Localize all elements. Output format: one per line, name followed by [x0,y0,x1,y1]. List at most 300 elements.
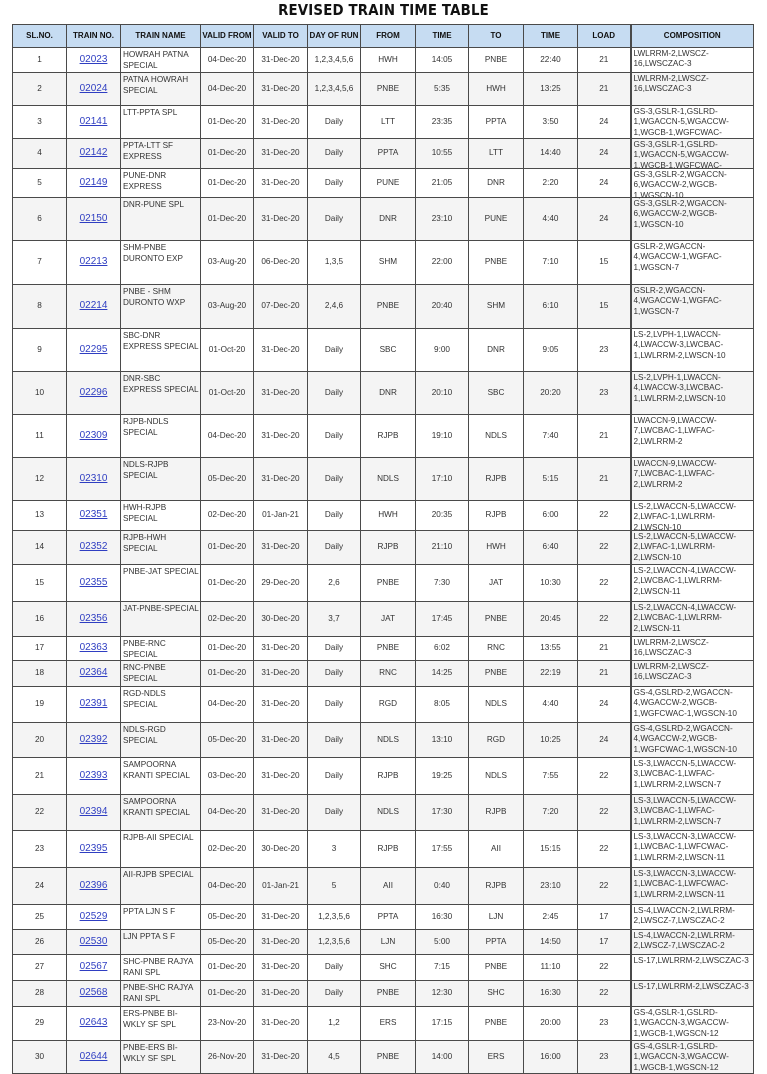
departure-time-cell: 14:00 [416,1041,469,1074]
sl-no-cell: 21 [13,758,67,795]
table-row [13,565,754,602]
load-cell: 21 [578,73,631,106]
load-cell: 15 [578,241,631,285]
load-cell: 23 [578,329,631,372]
valid-to-cell: 31-Dec-20 [254,106,308,139]
valid-from-cell: 01-Oct-20 [201,372,254,415]
valid-from-cell: 01-Dec-20 [201,531,254,565]
from-station-cell: JAT [361,602,416,637]
day-of-run-cell: Daily [308,169,361,198]
composition-cell [631,687,754,723]
composition-text: GS-4,GSLR-1,GSLRD-1,WGACCN-3,WGACCW-1,WGCB-1,WGSCN-12 [633,1042,729,1072]
train-name-text: SAMPOORNA KRANTI SPECIAL [123,797,190,817]
train-name-text: PNBE-RNC SPECIAL [123,639,166,659]
valid-to-cell: 31-Dec-20 [254,458,308,501]
day-of-run-cell: 1,2,3,4,5,6 [308,48,361,73]
from-station-cell: RJPB [361,831,416,868]
sl-no-cell: 7 [13,241,67,285]
to-station-cell: SHM [469,285,524,329]
from-station-cell: AII [361,868,416,905]
load-cell: 22 [578,795,631,831]
train-number-link[interactable]: 02295 [79,343,108,355]
table-row [13,329,754,372]
valid-from-cell: 05-Dec-20 [201,723,254,758]
table-row [13,48,754,73]
train-number-link[interactable]: 02024 [79,82,108,94]
arrival-time-cell: 2:45 [524,905,578,930]
composition-text: LS-4,LWACCN-2,LWLRRM-2,LWSCZ-7,LWSCZAC-2 [633,906,735,926]
train-number-link[interactable]: 02529 [79,910,108,922]
table-row [13,198,754,241]
train-number-link[interactable]: 02356 [79,612,108,624]
departure-time-cell: 19:10 [416,415,469,458]
composition-cell [631,930,754,955]
sl-no-cell: 24 [13,868,67,905]
from-station-cell: ERS [361,1007,416,1041]
train-no-cell [67,565,121,602]
train-no-cell [67,531,121,565]
train-no-cell [67,1041,121,1074]
to-station-cell: LTT [469,139,524,169]
valid-to-cell: 29-Dec-20 [254,565,308,602]
valid-to-cell: 31-Dec-20 [254,169,308,198]
train-number-link[interactable]: 02530 [79,935,108,947]
train-no-cell [67,795,121,831]
composition-text: LWACCN-9,LWACCW-7,LWCBAC-1,LWFAC-2,LWLRRM-2 [633,459,717,489]
table-row [13,637,754,661]
train-no-cell [67,139,121,169]
day-of-run-cell: Daily [308,981,361,1007]
to-station-cell: SBC [469,372,524,415]
train-name-cell [121,372,201,415]
load-cell: 24 [578,687,631,723]
train-name-cell [121,329,201,372]
sl-no-cell: 13 [13,501,67,531]
train-number-link[interactable]: 02142 [79,147,108,159]
train-name-cell [121,415,201,458]
sl-no-cell: 17 [13,637,67,661]
train-number-link[interactable]: 02394 [79,806,108,818]
valid-from-cell: 02-Dec-20 [201,501,254,531]
from-station-cell: NDLS [361,458,416,501]
table-row [13,905,754,930]
train-name-cell [121,602,201,637]
arrival-time-cell: 2:20 [524,169,578,198]
load-cell: 22 [578,831,631,868]
train-name-text: PPTA-LTT SF EXPRESS [123,141,174,161]
train-number-link[interactable]: 02395 [79,842,108,854]
to-station-cell: PNBE [469,661,524,687]
col-header-composition: COMPOSITION [631,25,754,48]
composition-text: LS-2,LWACCN-5,LWACCW-2,LWFAC-1,LWLRRM-2,LWSCN-10 [633,532,737,562]
arrival-time-cell: 6:10 [524,285,578,329]
composition-text: GS-4,GSLRD-2,WGACCN-4,WGACCW-2,WGCB-1,WGFCWAC-1,WGSCN-10 [633,724,737,754]
train-number-link[interactable]: 02644 [79,1050,108,1062]
valid-to-cell: 31-Dec-20 [254,1041,308,1074]
table-row [13,723,754,758]
table-row [13,795,754,831]
to-station-cell: HWH [469,531,524,565]
valid-to-cell: 31-Dec-20 [254,198,308,241]
sl-no-cell: 12 [13,458,67,501]
train-number-link[interactable]: 02643 [79,1017,108,1029]
train-number-link[interactable]: 02214 [79,300,108,312]
train-name-cell [121,637,201,661]
table-row [13,1041,754,1074]
to-station-cell: RNC [469,637,524,661]
sl-no-cell: 9 [13,329,67,372]
composition-text: LS-2,LVPH-1,LWACCN-4,LWACCW-3,LWCBAC-1,LWLRRM-2,LWSCN-10 [633,373,726,403]
train-number-link[interactable]: 02393 [79,769,108,781]
valid-to-cell: 01-Jan-21 [254,868,308,905]
train-no-cell [67,930,121,955]
departure-time-cell: 7:30 [416,565,469,602]
from-station-cell: SHM [361,241,416,285]
valid-to-cell: 31-Dec-20 [254,758,308,795]
arrival-time-cell: 4:40 [524,687,578,723]
valid-from-cell: 02-Dec-20 [201,831,254,868]
train-name-text: LTT-PPTA SPL [123,108,178,117]
sl-no-cell: 26 [13,930,67,955]
train-name-cell [121,905,201,930]
sl-no-cell: 11 [13,415,67,458]
valid-to-cell: 01-Jan-21 [254,501,308,531]
to-station-cell: RJPB [469,501,524,531]
composition-cell [631,329,754,372]
valid-from-cell: 01-Dec-20 [201,198,254,241]
table-row [13,139,754,169]
train-no-cell [67,687,121,723]
sl-no-cell: 27 [13,955,67,981]
from-station-cell: HWH [361,48,416,73]
valid-to-cell: 31-Dec-20 [254,905,308,930]
day-of-run-cell: Daily [308,758,361,795]
train-name-text: ERS-PNBE BI-WKLY SF SPL [123,1009,178,1029]
train-no-cell [67,661,121,687]
sl-no-cell: 8 [13,285,67,329]
valid-to-cell: 30-Dec-20 [254,831,308,868]
composition-text: LS-17,LWLRRM-2,LWSCZAC-3 [633,956,749,965]
train-number-link[interactable]: 02141 [79,115,108,127]
train-name-text: RGD-NDLS SPECIAL [123,689,166,709]
valid-from-cell: 01-Dec-20 [201,169,254,198]
valid-from-cell: 01-Dec-20 [201,565,254,602]
train-name-text: HOWRAH PATNA SPECIAL [123,50,189,70]
departure-time-cell: 20:40 [416,285,469,329]
train-name-text: PNBE-JAT SPECIAL [123,567,199,576]
from-station-cell: SBC [361,329,416,372]
sl-no-cell: 1 [13,48,67,73]
sl-no-cell: 16 [13,602,67,637]
composition-text: LS-3,LWACCN-3,LWACCW-1,LWCBAC-1,LWFCWAC-1,LWLRRM-2,LWSCN-11 [633,832,737,862]
to-station-cell: ERS [469,1041,524,1074]
train-name-text: PNBE - SHM DURONTO WXP [123,287,186,307]
valid-from-cell: 01-Dec-20 [201,106,254,139]
train-no-cell [67,831,121,868]
train-no-cell [67,458,121,501]
valid-from-cell: 04-Dec-20 [201,48,254,73]
composition-text: GS-4,GSLRD-2,WGACCN-4,WGACCW-2,WGCB-1,WGFCWAC-1,WGSCN-10 [633,688,737,718]
sl-no-cell: 25 [13,905,67,930]
train-number-link[interactable]: 02391 [79,698,108,710]
train-number-link[interactable]: 02567 [79,961,108,973]
train-no-cell [67,905,121,930]
load-cell: 21 [578,415,631,458]
to-station-cell: HWH [469,73,524,106]
day-of-run-cell: Daily [308,372,361,415]
train-no-cell [67,329,121,372]
train-number-link[interactable]: 02150 [79,212,108,224]
train-number-link[interactable]: 02396 [79,879,108,891]
day-of-run-cell: Daily [308,501,361,531]
composition-text: GSLR-2,WGACCN-4,WGACCW-1,WGFAC-1,WGSCN-7 [633,286,722,316]
composition-cell [631,241,754,285]
to-station-cell: PPTA [469,930,524,955]
from-station-cell: PUNE [361,169,416,198]
to-station-cell: RJPB [469,458,524,501]
departure-time-cell: 17:10 [416,458,469,501]
sl-no-cell: 2 [13,73,67,106]
train-name-text: DNR-PUNE SPL [123,200,184,209]
load-cell: 24 [578,106,631,139]
timetable-body [13,48,754,1074]
train-number-link[interactable]: 02309 [79,429,108,441]
train-name-cell [121,241,201,285]
train-number-link[interactable]: 02363 [79,642,108,654]
from-station-cell: NDLS [361,795,416,831]
composition-text: LS-2,LWACCN-4,LWACCW-2,LWCBAC-1,LWLRRM-2,LWSCN-11 [633,566,737,596]
from-station-cell: DNR [361,372,416,415]
from-station-cell: SHC [361,955,416,981]
train-number-link[interactable]: 02296 [79,386,108,398]
col-header-arrival-time: TIME [524,25,578,48]
from-station-cell: LJN [361,930,416,955]
header-row [13,25,754,48]
train-no-cell [67,241,121,285]
load-cell: 22 [578,565,631,602]
composition-cell [631,981,754,1007]
to-station-cell: AII [469,831,524,868]
train-name-cell [121,198,201,241]
valid-to-cell: 31-Dec-20 [254,687,308,723]
from-station-cell: PNBE [361,637,416,661]
day-of-run-cell: 1,2,3,4,5,6 [308,73,361,106]
table-row [13,930,754,955]
train-number-link[interactable]: 02149 [79,176,108,188]
composition-text: LS-3,LWACCN-5,LWACCW-3,LWCBAC-1,LWFAC-1,LWLRRM-2,LWSCN-7 [633,759,737,789]
load-cell: 21 [578,48,631,73]
day-of-run-cell: Daily [308,531,361,565]
col-header-from: FROM [361,25,416,48]
composition-cell [631,372,754,415]
arrival-time-cell: 5:15 [524,458,578,501]
arrival-time-cell: 14:40 [524,139,578,169]
composition-text: LS-2,LVPH-1,LWACCN-4,LWACCW-3,LWCBAC-1,LWLRRM-2,LWSCN-10 [633,330,726,360]
train-name-text: AII-RJPB SPECIAL [123,870,194,879]
valid-to-cell: 07-Dec-20 [254,285,308,329]
to-station-cell: JAT [469,565,524,602]
timetable [12,24,754,1074]
sl-no-cell: 14 [13,531,67,565]
train-name-cell [121,565,201,602]
departure-time-cell: 14:25 [416,661,469,687]
train-number-link[interactable]: 02364 [79,667,108,679]
load-cell: 15 [578,285,631,329]
train-name-text: DNR-SBC EXPRESS SPECIAL [123,374,199,394]
to-station-cell: NDLS [469,758,524,795]
train-name-text: NDLS-RJPB SPECIAL [123,460,169,480]
train-number-link[interactable]: 02213 [79,256,108,268]
train-name-cell [121,139,201,169]
train-name-cell [121,795,201,831]
from-station-cell: RNC [361,661,416,687]
train-number-link[interactable]: 02351 [79,509,108,521]
train-name-cell [121,758,201,795]
col-header-train-no: TRAIN NO. [67,25,121,48]
col-header-valid-to: VALID TO [254,25,308,48]
train-number-link[interactable]: 02023 [79,53,108,65]
valid-to-cell: 31-Dec-20 [254,48,308,73]
departure-time-cell: 17:45 [416,602,469,637]
composition-cell [631,602,754,637]
day-of-run-cell: Daily [308,955,361,981]
train-name-cell [121,868,201,905]
composition-text: LWACCN-9,LWACCW-7,LWCBAC-1,LWFAC-2,LWLRRM-2 [633,416,717,446]
departure-time-cell: 13:10 [416,723,469,758]
day-of-run-cell: 3,7 [308,602,361,637]
train-name-cell [121,831,201,868]
composition-cell [631,565,754,602]
day-of-run-cell: 1,2,3,5,6 [308,905,361,930]
col-header-sl-no: SL.NO. [13,25,67,48]
arrival-time-cell: 7:40 [524,415,578,458]
composition-cell [631,106,754,139]
train-number-link[interactable]: 02310 [79,472,108,484]
arrival-time-cell: 3:50 [524,106,578,139]
composition-cell [631,458,754,501]
to-station-cell: PPTA [469,106,524,139]
train-name-text: SAMPOORNA KRANTI SPECIAL [123,760,190,780]
valid-to-cell: 31-Dec-20 [254,73,308,106]
arrival-time-cell: 13:55 [524,637,578,661]
sl-no-cell: 19 [13,687,67,723]
valid-to-cell: 31-Dec-20 [254,1007,308,1041]
day-of-run-cell: Daily [308,329,361,372]
table-row [13,687,754,723]
arrival-time-cell: 11:10 [524,955,578,981]
train-number-link[interactable]: 02352 [79,541,108,553]
day-of-run-cell: 5 [308,868,361,905]
train-no-cell [67,415,121,458]
composition-text: LS-3,LWACCN-5,LWACCW-3,LWCBAC-1,LWFAC-1,LWLRRM-2,LWSCN-7 [633,796,737,826]
table-row [13,981,754,1007]
sl-no-cell: 23 [13,831,67,868]
to-station-cell: NDLS [469,415,524,458]
table-row [13,241,754,285]
valid-from-cell: 03-Aug-20 [201,241,254,285]
to-station-cell: DNR [469,329,524,372]
train-name-cell [121,106,201,139]
arrival-time-cell: 16:00 [524,1041,578,1074]
table-row [13,1007,754,1041]
table-row [13,531,754,565]
day-of-run-cell: Daily [308,106,361,139]
train-no-cell [67,372,121,415]
day-of-run-cell: Daily [308,198,361,241]
departure-time-cell: 17:30 [416,795,469,831]
composition-text: LWLRRM-2,LWSCZ-16,LWSCZAC-3 [633,662,709,682]
composition-cell [631,501,754,531]
valid-from-cell: 05-Dec-20 [201,930,254,955]
from-station-cell: HWH [361,501,416,531]
train-name-cell [121,458,201,501]
col-header-to: TO [469,25,524,48]
sl-no-cell: 18 [13,661,67,687]
composition-cell [631,1007,754,1041]
from-station-cell: NDLS [361,723,416,758]
departure-time-cell: 12:30 [416,981,469,1007]
train-no-cell [67,169,121,198]
table-row [13,868,754,905]
train-number-link[interactable]: 02568 [79,987,108,999]
composition-cell [631,831,754,868]
valid-from-cell: 04-Dec-20 [201,415,254,458]
composition-text: LS-2,LWACCN-4,LWACCW-2,LWCBAC-1,LWLRRM-2,LWSCN-11 [633,603,737,633]
train-no-cell [67,1007,121,1041]
from-station-cell: PPTA [361,905,416,930]
load-cell: 22 [578,868,631,905]
from-station-cell: PNBE [361,285,416,329]
train-name-cell [121,531,201,565]
valid-to-cell: 31-Dec-20 [254,637,308,661]
valid-to-cell: 31-Dec-20 [254,531,308,565]
composition-text: GS-3,GSLR-1,GSLRD-1,WGACCN-5,WGACCW-1,WGCB-1,WGFCWAC- [633,140,729,170]
load-cell: 22 [578,981,631,1007]
day-of-run-cell: Daily [308,661,361,687]
sl-no-cell: 30 [13,1041,67,1074]
train-no-cell [67,602,121,637]
load-cell: 24 [578,723,631,758]
valid-from-cell: 01-Oct-20 [201,329,254,372]
train-number-link[interactable]: 02355 [79,576,108,588]
train-name-text: JAT-PNBE-SPECIAL [123,604,199,613]
day-of-run-cell: 2,4,6 [308,285,361,329]
arrival-time-cell: 10:30 [524,565,578,602]
composition-cell [631,169,754,198]
departure-time-cell: 14:05 [416,48,469,73]
to-station-cell: PNBE [469,955,524,981]
arrival-time-cell: 15:15 [524,831,578,868]
day-of-run-cell: Daily [308,637,361,661]
valid-from-cell: 01-Dec-20 [201,139,254,169]
departure-time-cell: 6:02 [416,637,469,661]
train-no-cell [67,955,121,981]
train-number-link[interactable]: 02392 [79,733,108,745]
col-header-valid-from: VALID FROM [201,25,254,48]
load-cell: 23 [578,1041,631,1074]
load-cell: 22 [578,501,631,531]
composition-cell [631,1041,754,1074]
load-cell: 24 [578,198,631,241]
day-of-run-cell: 3 [308,831,361,868]
to-station-cell: PUNE [469,198,524,241]
col-header-departure-time: TIME [416,25,469,48]
train-no-cell [67,723,121,758]
arrival-time-cell: 20:20 [524,372,578,415]
departure-time-cell: 21:05 [416,169,469,198]
valid-to-cell: 31-Dec-20 [254,723,308,758]
valid-to-cell: 31-Dec-20 [254,795,308,831]
